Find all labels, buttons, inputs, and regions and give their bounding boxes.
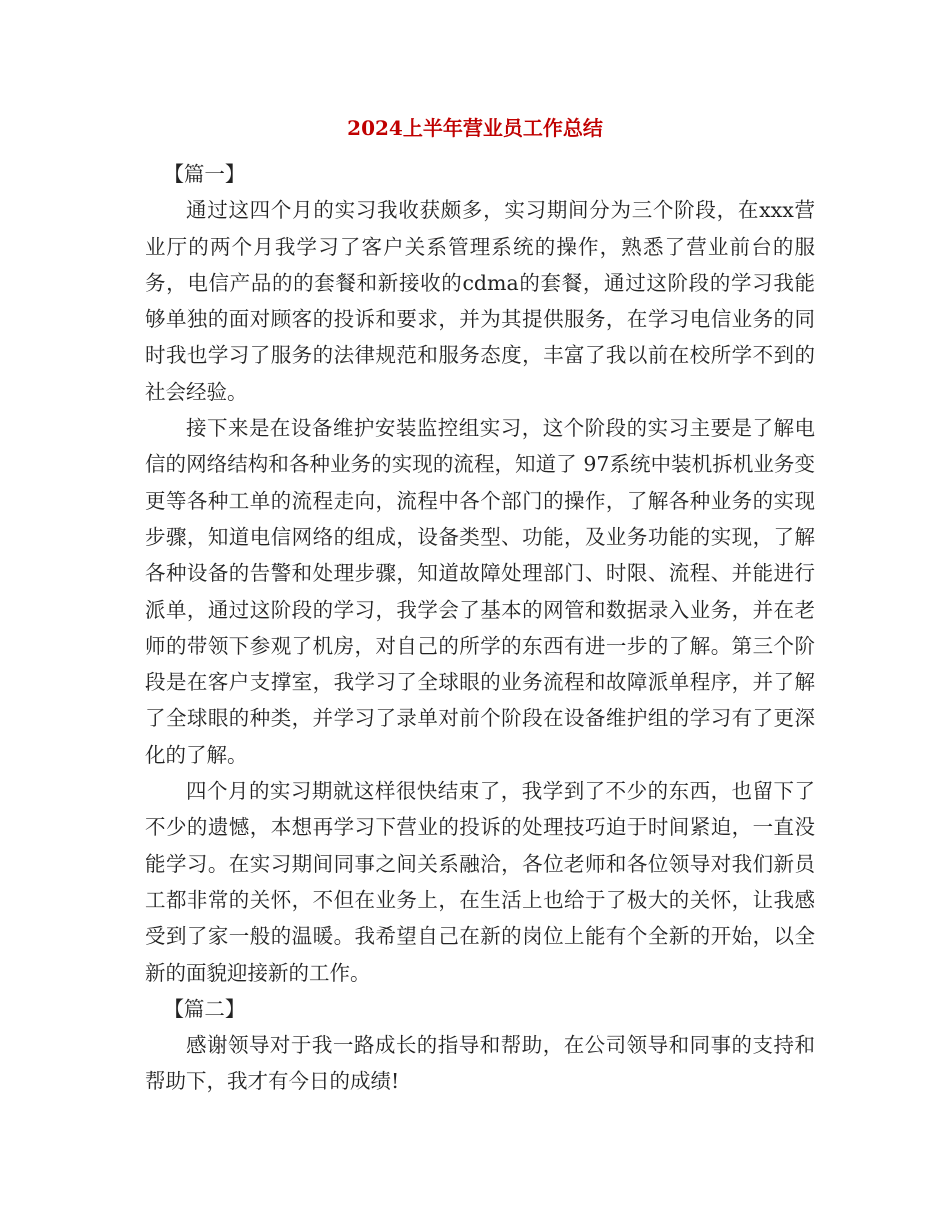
paragraph-1: 通过这四个月的实习我收获颇多，实习期间分为三个阶段，在xxx营业厅的两个月我学习了客户关系管理系统的操作，熟悉了营业前台的服务，电信产品的的套餐和新接收的cdma的套餐，通过这阶段的学习我能够单独的面对顾客的投诉和要求，并为其提供服务，在学习电信业务的同时我也学习了服务的法律规范和服务态度，丰富了我以前在校所学不到的社会经验。 (145, 198, 815, 404)
paragraph-3: 四个月的实习期就这样很快结束了，我学到了不少的东西，也留下了不少的遗憾，本想再学习下营业的投诉的处理技巧迫于时间紧迫，一直没能学习。在实习期间同事之间关系融洽，各位老师和各位领导对我们新员工都非常的关怀，不但在业务上，在生活上也给于了极大的关怀，让我感受到了家一般的温暖。我希望自己在新的岗位上能有个全新的开始，以全新的面貌迎接新的工作。 (145, 779, 815, 985)
paragraph-4: 感谢领导对于我一路成长的指导和帮助，在公司领导和同事的支持和帮助下，我才有今日的成绩! (145, 1033, 815, 1094)
document-title: 2024上半年营业员工作总结 (347, 116, 603, 140)
paragraph-2: 接下来是在设备维护安装监控组实习，这个阶段的实习主要是了解电信的网络结构和各种业务的实现的流程，知道了 97系统中装机拆机业务变更等各种工单的流程走向，流程中各个部门的操作，了解各种业务的实现步骤，知道电信网络的组成，设备类型、功能，及业务功能的实现，了解各种设备的告警和处理步骤，知道故障处理部门、时限、流程、并能进行派单，通过这阶段的学习，我学会了基本的网管和数据录入业务，并在老师的带领下参观了机房，对自己的所学的东西有进一步的了解。第三个阶段是在客户支撑室，我学习了全球眼的业务流程和故障派单程序，并了解了全球眼的种类，并学习了录单对前个阶段在设备维护组的学习有了更深化的了解。 (145, 416, 815, 767)
section-heading-2: 【篇二】 (163, 996, 246, 1021)
document-body (145, 156, 815, 1100)
section-heading-1: 【篇一】 (163, 162, 246, 186)
